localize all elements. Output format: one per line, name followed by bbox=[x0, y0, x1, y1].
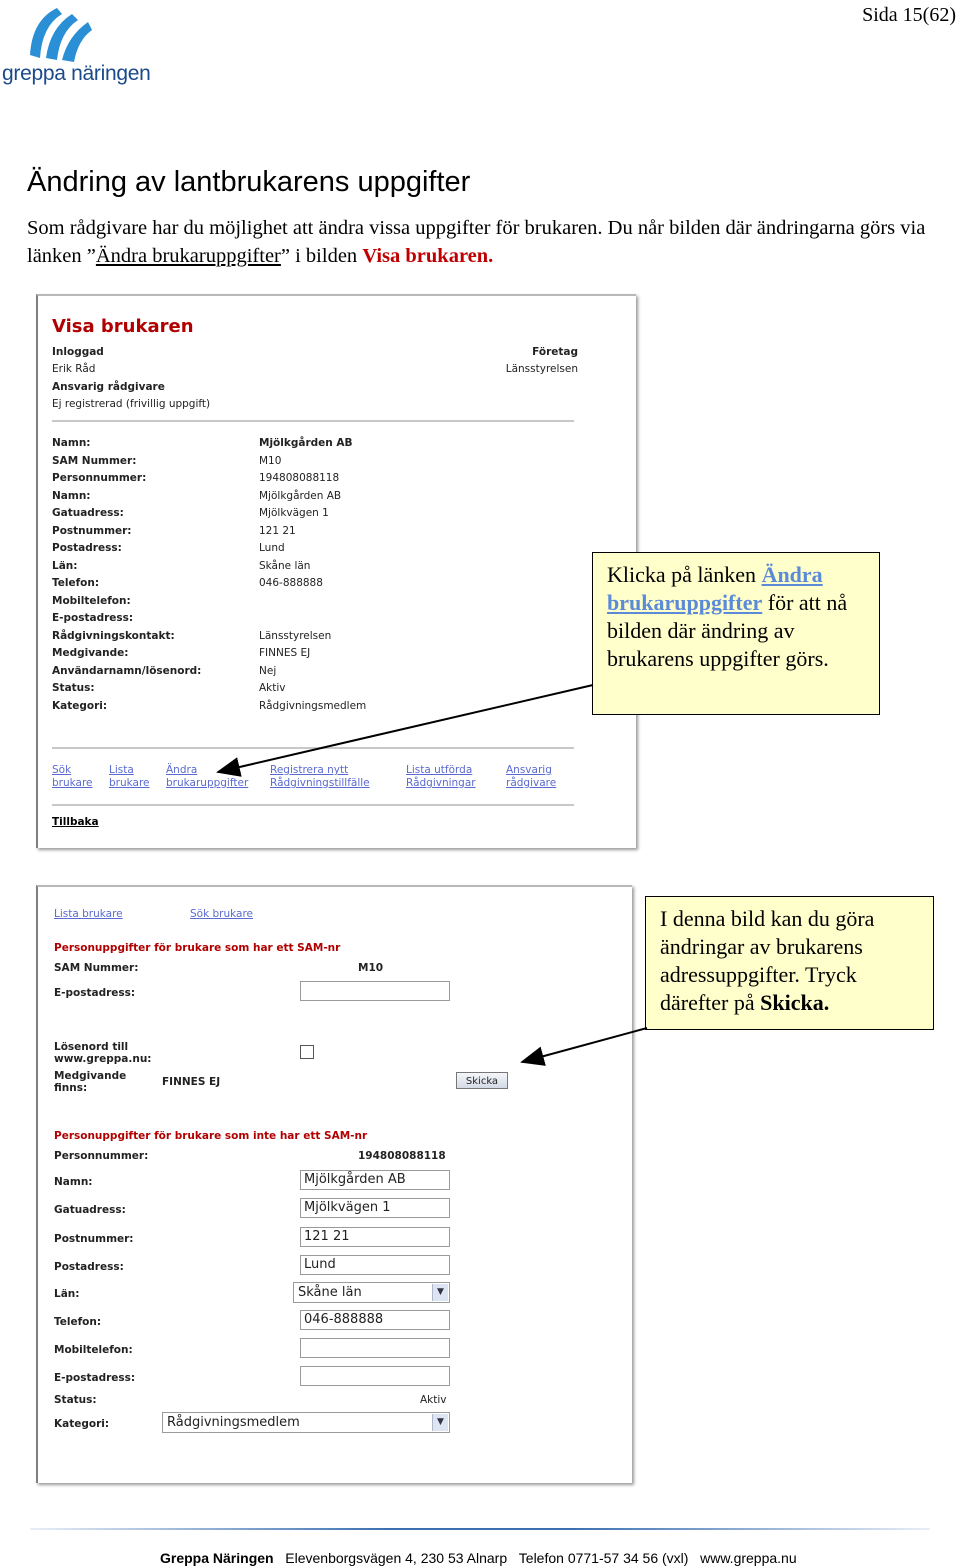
ansvarig-value: Ej registrerad (frivillig uppgift) bbox=[52, 398, 211, 410]
logo-text: greppa näringen bbox=[2, 62, 151, 85]
callout1-text-2: för att nå bilden där ändring av brukarens uppgifter görs. bbox=[607, 590, 848, 671]
field-value: M10 bbox=[259, 454, 282, 467]
intro-red-text: Visa brukaren. bbox=[362, 245, 494, 267]
footer-divider bbox=[30, 1528, 930, 1530]
field-label: Rådgivningskontakt: bbox=[52, 629, 175, 642]
visa-brukaren-title: Visa brukaren bbox=[52, 316, 194, 337]
field-label: E-postadress: bbox=[52, 612, 134, 624]
field-label: Postadress: bbox=[52, 542, 122, 554]
sam-value: M10 bbox=[358, 962, 384, 974]
field-label: Län: bbox=[52, 559, 78, 572]
action-link-line1: Lista utförda bbox=[406, 764, 473, 776]
telefon-label: Telefon: bbox=[54, 1316, 102, 1328]
footer-web: www.greppa.nu bbox=[700, 1550, 797, 1566]
nav-lista-brukare[interactable]: Lista brukare bbox=[54, 908, 123, 920]
foretag-value: Länsstyrelsen bbox=[505, 363, 578, 375]
footer-org: Greppa Näringen bbox=[160, 1550, 274, 1566]
action-link-line2: Rådgivningar bbox=[406, 777, 476, 789]
nav-sok-brukare[interactable]: Sök brukare bbox=[190, 908, 254, 920]
field-label: Gatuadress: bbox=[52, 507, 124, 519]
email-label: E-postadress: bbox=[54, 987, 136, 999]
mobil-label: Mobiltelefon: bbox=[54, 1344, 133, 1356]
namn-label: Namn: bbox=[54, 1176, 93, 1188]
action-link-line1: Ändra bbox=[166, 764, 198, 776]
footer-address: Elevenborgsvägen 4, 230 53 Alnarp bbox=[285, 1550, 508, 1566]
field-label: Telefon: bbox=[52, 577, 100, 589]
action-link-line1: Lista bbox=[109, 764, 134, 776]
callout2-text: I denna bild kan du göra ändringar av brukarens adressuppgifter. Tryck därefter på bbox=[660, 906, 875, 1015]
field-value: Lund bbox=[259, 542, 285, 554]
callout1-text-1: Klicka på länken bbox=[607, 562, 762, 587]
intro-link-text: Ändra brukaruppgifter bbox=[95, 245, 281, 267]
sam-label: SAM Nummer: bbox=[54, 962, 139, 974]
field-value: Mjölkgården AB bbox=[259, 489, 342, 502]
gatuadress-input[interactable]: Mjölkvägen 1 bbox=[300, 1198, 450, 1218]
postnummer-input[interactable]: 121 21 bbox=[300, 1227, 450, 1247]
chevron-down-icon: ▼ bbox=[432, 1284, 448, 1301]
intro-text-1: Som rådgivare har du möjlighet att ändra vissa uppgifter för brukaren. Du når bilden där ändringarna görs via länken ” bbox=[27, 217, 926, 267]
medgivande-value: FINNES EJ bbox=[162, 1076, 221, 1088]
namn-input[interactable]: Mjölkgården AB bbox=[300, 1170, 450, 1190]
callout1-link: Ändra brukaruppgifter bbox=[607, 562, 823, 615]
ansvarig-label: Ansvarig rådgivare bbox=[52, 381, 165, 393]
epost2-label: E-postadress: bbox=[54, 1372, 136, 1384]
field-value: Rådgivningsmedlem bbox=[259, 699, 367, 712]
field-value: Nej bbox=[259, 664, 277, 677]
field-value: 194808088118 bbox=[259, 472, 340, 484]
chevron-down-icon: ▼ bbox=[432, 1414, 448, 1431]
arrow-to-andra-link bbox=[218, 685, 593, 772]
field-value: Länsstyrelsen bbox=[259, 629, 332, 642]
postadress-label: Postadress: bbox=[54, 1261, 124, 1273]
field-label: Användarnamn/lösenord: bbox=[52, 664, 202, 677]
field-label: Personnummer: bbox=[52, 472, 147, 484]
kategori-label: Kategori: bbox=[54, 1418, 110, 1430]
telefon-input[interactable]: 046-888888 bbox=[300, 1310, 450, 1330]
field-label: Namn: bbox=[52, 489, 91, 502]
status-value: Aktiv bbox=[420, 1394, 447, 1406]
field-value: Mjölkgården AB bbox=[259, 437, 353, 449]
action-link-line1: Ansvarig bbox=[506, 764, 552, 776]
postnummer-label: Postnummer: bbox=[54, 1233, 134, 1245]
action-link-line2: brukare bbox=[109, 777, 150, 789]
lan-selected: Skåne län bbox=[298, 1285, 362, 1300]
action-link-line2: rådgivare bbox=[506, 777, 557, 789]
password-label-1: Lösenord till bbox=[54, 1041, 129, 1053]
field-value: 121 21 bbox=[259, 524, 296, 537]
skicka-button[interactable]: Skicka bbox=[456, 1072, 508, 1089]
action-link-line1: Registrera nytt bbox=[270, 764, 349, 776]
intro-text-2: ” i bilden bbox=[280, 245, 363, 267]
field-label: Mobiltelefon: bbox=[52, 594, 131, 607]
field-label: SAM Nummer: bbox=[52, 454, 137, 467]
field-label: Medgivande: bbox=[52, 647, 129, 659]
arrow-to-skicka bbox=[522, 1028, 647, 1062]
field-value: Skåne län bbox=[259, 559, 311, 572]
section-no-sam-heading: Personuppgifter för brukare som inte har ett SAM-nr bbox=[54, 1130, 368, 1142]
personnummer-value: 194808088118 bbox=[358, 1150, 446, 1162]
postadress-input[interactable]: Lund bbox=[300, 1255, 450, 1275]
field-label: Status: bbox=[52, 682, 95, 694]
field-label: Kategori: bbox=[52, 699, 108, 712]
page-title: Ändring av lantbrukarens uppgifter bbox=[27, 166, 471, 198]
medgivande-label-2: finns: bbox=[54, 1082, 88, 1094]
tillbaka-link[interactable]: Tillbaka bbox=[52, 816, 99, 828]
lan-label: Län: bbox=[54, 1288, 80, 1300]
field-label: Namn: bbox=[52, 437, 91, 449]
gatuadress-label: Gatuadress: bbox=[54, 1204, 126, 1216]
personnummer-label: Personnummer: bbox=[54, 1150, 149, 1162]
action-link-line2: brukaruppgifter bbox=[166, 777, 249, 789]
action-link-line2: Rådgivningstillfälle bbox=[270, 777, 370, 789]
field-value: FINNES EJ bbox=[259, 647, 311, 659]
kategori-selected: Rådgivningsmedlem bbox=[167, 1415, 300, 1430]
inloggad-label: Inloggad bbox=[52, 346, 104, 358]
medgivande-label-1: Medgivande bbox=[54, 1070, 127, 1082]
field-label: Postnummer: bbox=[52, 524, 132, 537]
foretag-label: Företag bbox=[532, 346, 578, 358]
status-label: Status: bbox=[54, 1394, 97, 1406]
action-link-line2: brukare bbox=[52, 777, 93, 789]
field-value: 046-888888 bbox=[259, 577, 323, 589]
footer bbox=[160, 1550, 797, 1566]
action-link-line1: Sök bbox=[52, 764, 72, 776]
footer-phone: Telefon 0771-57 34 56 (vxl) bbox=[518, 1550, 689, 1566]
page-number: Sida 15(62) bbox=[862, 4, 956, 26]
section-sam-heading: Personuppgifter för brukare som har ett SAM-nr bbox=[54, 942, 341, 954]
field-value: Aktiv bbox=[259, 682, 286, 694]
callout2-bold: Skicka. bbox=[760, 990, 830, 1015]
field-value: Mjölkvägen 1 bbox=[259, 507, 329, 519]
inloggad-value: Erik Råd bbox=[52, 363, 96, 375]
password-label-2: www.greppa.nu: bbox=[54, 1053, 152, 1065]
